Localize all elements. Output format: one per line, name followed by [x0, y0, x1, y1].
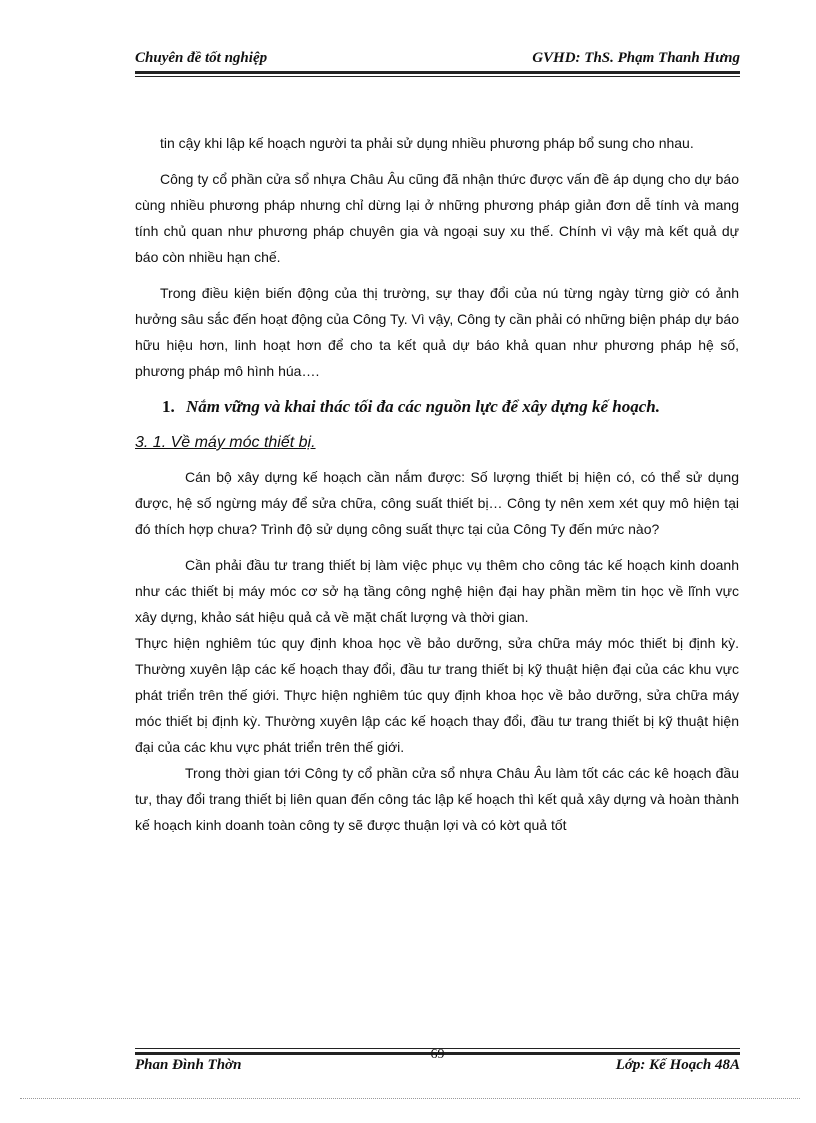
paragraph-2: Công ty cổ phần cửa sổ nhựa Châu Âu cũng đã nhận thức được vấn đề áp dụng cho dự báo cùng nhiều phương pháp nhưng chỉ dừng lại ở những phương pháp giản đơn dễ tính và mang tính chủ quan như phương pháp chuyên gia và ngoại suy xu thế. Chính vì vậy mà kết quả dự báo còn nhiều hạn chế. [135, 171, 739, 265]
paragraph-7: Trong thời gian tới Công ty cổ phần cửa sổ nhựa Châu Âu làm tốt các các kê hoạch đầu tư, thay đổi trang thiết bị liên quan đến công tác lập kế hoạch thì kết quả xây dựng và hoàn thành kế hoạch kinh doanh toàn công ty sẽ được thuận lợi và có kờt quả tốt [135, 765, 739, 833]
paragraph-5: Cần phải đầu tư trang thiết bị làm việc phục vụ thêm cho công tác kế hoạch kinh doanh như các thiết bị máy móc cơ sở hạ tầng công nghệ hiện đại hay phần mềm tin học về lĩnh vực xây dựng, khảo sát hiệu quả cả về mặt chất lượng và thời gian. [135, 557, 739, 625]
bottom-dotted-rule [20, 1098, 800, 1099]
page-body [135, 130, 739, 838]
paragraph-4: Cán bộ xây dựng kế hoạch cần nắm được: Số lượng thiết bị hiện có, có thể sử dụng được, hệ số ngừng máy để sửa chữa, công suất thiết bị… Công ty nên xem xét quy mô hiện tại đó thích hợp chưa? Trình độ sử dụng công suất thực tại của Công Ty đến mức nào? [135, 469, 739, 537]
paragraph-1: tin cậy khi lập kế hoạch người ta phải sử dụng nhiều phương pháp bổ sung cho nhau. [160, 135, 694, 151]
section-heading-number: 1. [162, 397, 175, 416]
footer-class: Lớp: Kế Hoạch 48A [615, 1057, 740, 1073]
page-number: 69 [430, 1047, 445, 1062]
page-footer [135, 1047, 740, 1077]
paragraph-6: Thực hiện nghiêm túc quy định khoa học về bảo dưỡng, sửa chữa máy móc thiết bị định kỳ. Thường xuyên lập các kế hoạch thay đổi, đầu tư trang thiết bị kỹ thuật hiện đại của các khu vực phát triển trên thế giới. Thực hiện nghiêm túc quy định khoa học về bảo dưỡng, sửa chữa máy móc thiết bị định kỳ. Thường xuyên lập các kế hoạch thay đổi, đầu tư trang thiết bị kỹ thuật hiện đại của các khu vực phát triển trên thế giới. [135, 635, 739, 755]
header-left-text: Chuyên đề tốt nghiệp [135, 50, 268, 66]
section-heading [135, 394, 739, 420]
header-rule-thin [135, 76, 740, 77]
header-right-text: GVHD: ThS. Phạm Thanh Hưng [532, 50, 740, 66]
paragraph-3: Trong điều kiện biến động của thị trường, sự thay đổi của nú từng ngày từng giờ có ảnh hưởng sâu sắc đến hoạt động của Công Ty. Vì vậy, Công ty cần phải có những biện pháp dự báo hữu hiệu hơn, linh hoạt hơn để cho ta kết quả dự báo khả quan như phương pháp hệ số, phương pháp mô hình húa…. [135, 285, 739, 379]
page-header [135, 48, 740, 70]
subsection-heading: 3. 1. Về máy móc thiết bị. [135, 434, 316, 451]
header-rule-thick [135, 71, 740, 74]
footer-author: Phan Đình Thờn [135, 1057, 242, 1073]
section-heading-text: Nắm vững và khai thác tối đa các nguồn lực để xây dựng kế hoạch. [186, 397, 660, 416]
